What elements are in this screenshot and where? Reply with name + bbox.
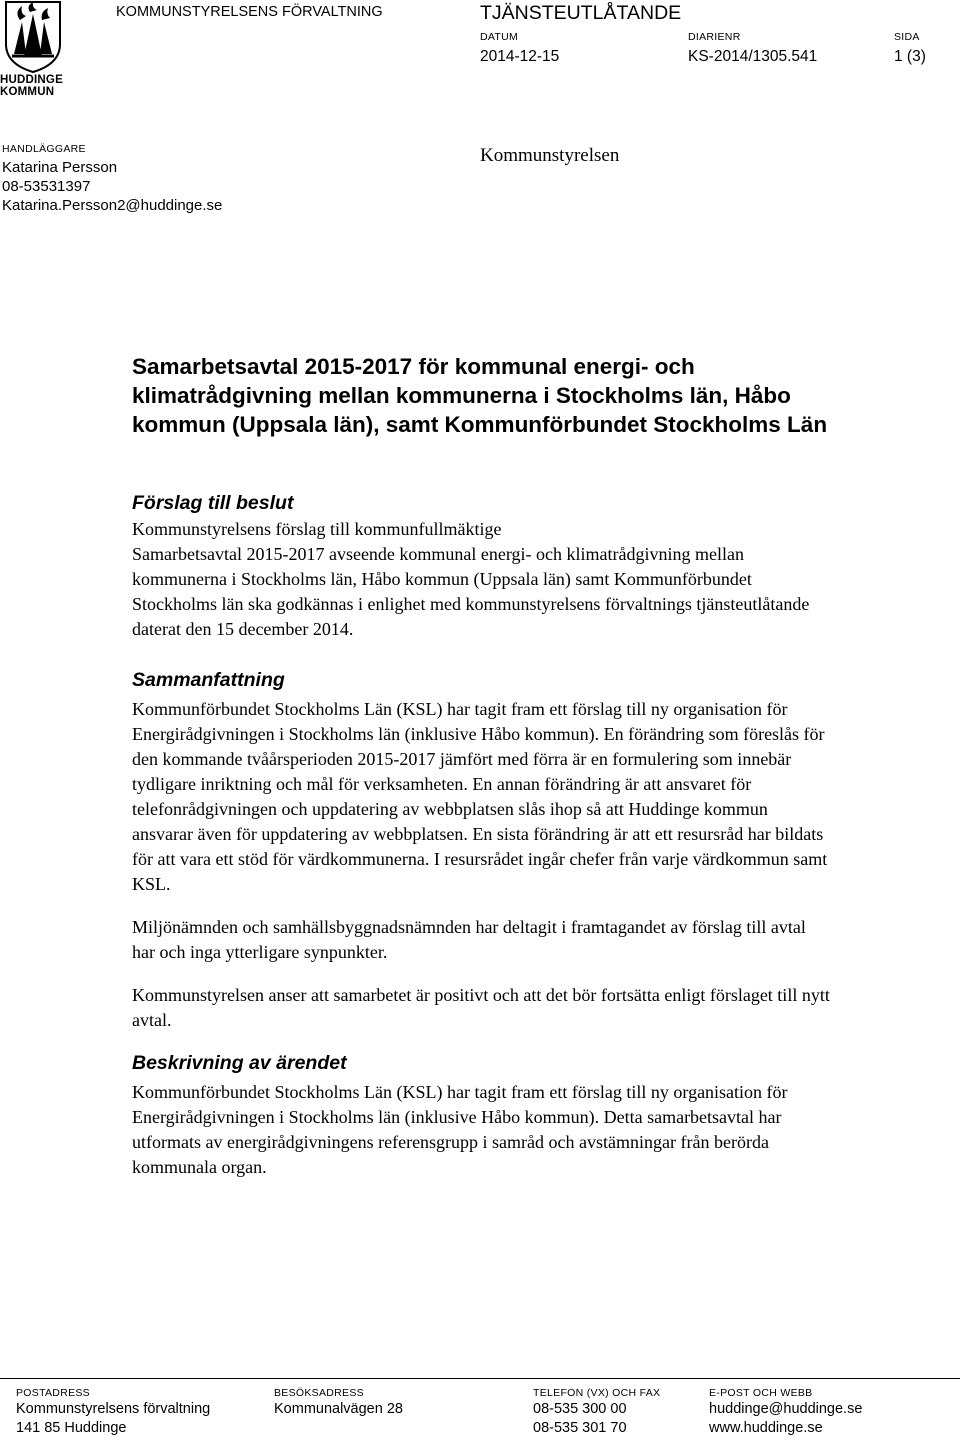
heading-forslag: Förslag till beslut — [132, 492, 294, 514]
org-name: KOMMUNSTYRELSENS FÖRVALTNING — [116, 4, 383, 20]
recipient: Kommunstyrelsen — [480, 145, 620, 166]
footer-postal-label: POSTADRESS — [16, 1387, 90, 1399]
footer-visit-line1: Kommunalvägen 28 — [274, 1401, 403, 1417]
footer-visit-label: BESÖKSADRESS — [274, 1387, 364, 1399]
document-type: TJÄNSTEUTLÅTANDE — [480, 2, 682, 24]
footer-web — [709, 1386, 862, 1438]
logo-line-2: KOMMUN — [0, 86, 55, 98]
footer-phone — [533, 1386, 660, 1438]
page-label: SIDA — [894, 31, 920, 43]
handler-block — [2, 143, 222, 215]
paragraph-sammanfattning-1: Kommunförbundet Stockholms Län (KSL) har tagit fram ett förslag till ny organisation för Energirådgivningen i Stockholms län (inklusive Håbo kommun). En förändring som föreslås för den kommande tvåårsperioden 2015-2017 jämfört med förra är en formulering som innebär tydligare inriktning och mål för verksamheten. En annan förändring är att ansvaret för telefonrådgivningen och uppdatering av webbplatsen slås ihop så att Huddinge kommun ansvarar även för uppdatering av webbplatsen. En sista förändring är att ett resursråd har bildats för att vara ett stöd för värdkommunerna. I resursrådet ingår chefer från varje värdkommun samt KSL. — [132, 699, 828, 894]
heading-sammanfattning: Sammanfattning — [132, 669, 285, 691]
footer-postal-line2: 141 85 Huddinge — [16, 1420, 127, 1436]
coat-of-arms-icon — [0, 0, 68, 74]
footer-postal-line1: Kommunstyrelsens förvaltning — [16, 1401, 211, 1417]
paragraph-sammanfattning-3: Kommunstyrelsen anser att samarbetet är positivt och att det bör fortsätta enligt förslaget till nytt avtal. — [132, 985, 830, 1030]
date-value: 2014-12-15 — [480, 48, 560, 65]
document-title: Samarbetsavtal 2015-2017 för kommunal energi- och klimatrådgivning mellan kommunerna i Stockholms län, Håbo kommun (Uppsala län), samt Kommunförbundet Stockholms Län — [132, 354, 828, 437]
footer-phone-line2: 08-535 301 70 — [533, 1420, 627, 1436]
footer-visit — [274, 1386, 403, 1419]
paragraph-forslag-1: Kommunstyrelsens förslag till kommunfullmäktige Samarbetsavtal 2015-2017 avseende kommunal energi- och klimatrådgivning mellan kommunerna i Stockholms län, Håbo kommun (Uppsala län) samt Kommunförbundet Stockholms län ska godkännas i enlighet med kommunstyrelsens förvaltnings tjänsteutlåtande daterat den 15 december 2014. — [132, 519, 810, 639]
footer-phone-line1: 08-535 300 00 — [533, 1401, 627, 1417]
heading-beskrivning: Beskrivning av ärendet — [132, 1052, 347, 1074]
logo-wordmark — [0, 74, 70, 98]
footer-divider — [0, 1378, 960, 1379]
page-number: 1 (3) — [894, 48, 926, 65]
logo-line-1: HUDDINGE — [0, 74, 63, 86]
handler-label: HANDLÄGGARE — [2, 143, 86, 155]
handler-name: Katarina Persson — [2, 159, 118, 176]
paragraph-beskrivning-1: Kommunförbundet Stockholms Län (KSL) har tagit fram ett förslag till ny organisation för Energirådgivningen i Stockholms län (inklusive Håbo kommun). Detta samarbetsavtal har utformats av energirådgivningens referensgrupp i samråd och avstämningar från berörda kommunala organ. — [132, 1082, 788, 1177]
handler-email: Katarina.Persson2@huddinge.se — [2, 197, 223, 214]
footer-web-link[interactable]: www.huddinge.se — [709, 1420, 823, 1436]
footer-email-link[interactable]: huddinge@huddinge.se — [709, 1401, 863, 1417]
footer-postal — [16, 1386, 210, 1438]
footer-web-label: E-POST OCH WEBB — [709, 1387, 813, 1399]
footer-phone-label: TELEFON (VX) OCH FAX — [533, 1387, 661, 1399]
document-body — [132, 489, 832, 1180]
dnr-label: DIARIENR — [688, 31, 741, 43]
paragraph-sammanfattning-2: Miljönämnden och samhällsbyggnadsnämnden har deltagit i framtagandet av förslag till avtal har och inga ytterligare synpunkter. — [132, 917, 806, 962]
handler-phone: 08-53531397 — [2, 178, 91, 195]
dnr-value: KS-2014/1305.541 — [688, 48, 818, 65]
date-label: DATUM — [480, 31, 519, 43]
